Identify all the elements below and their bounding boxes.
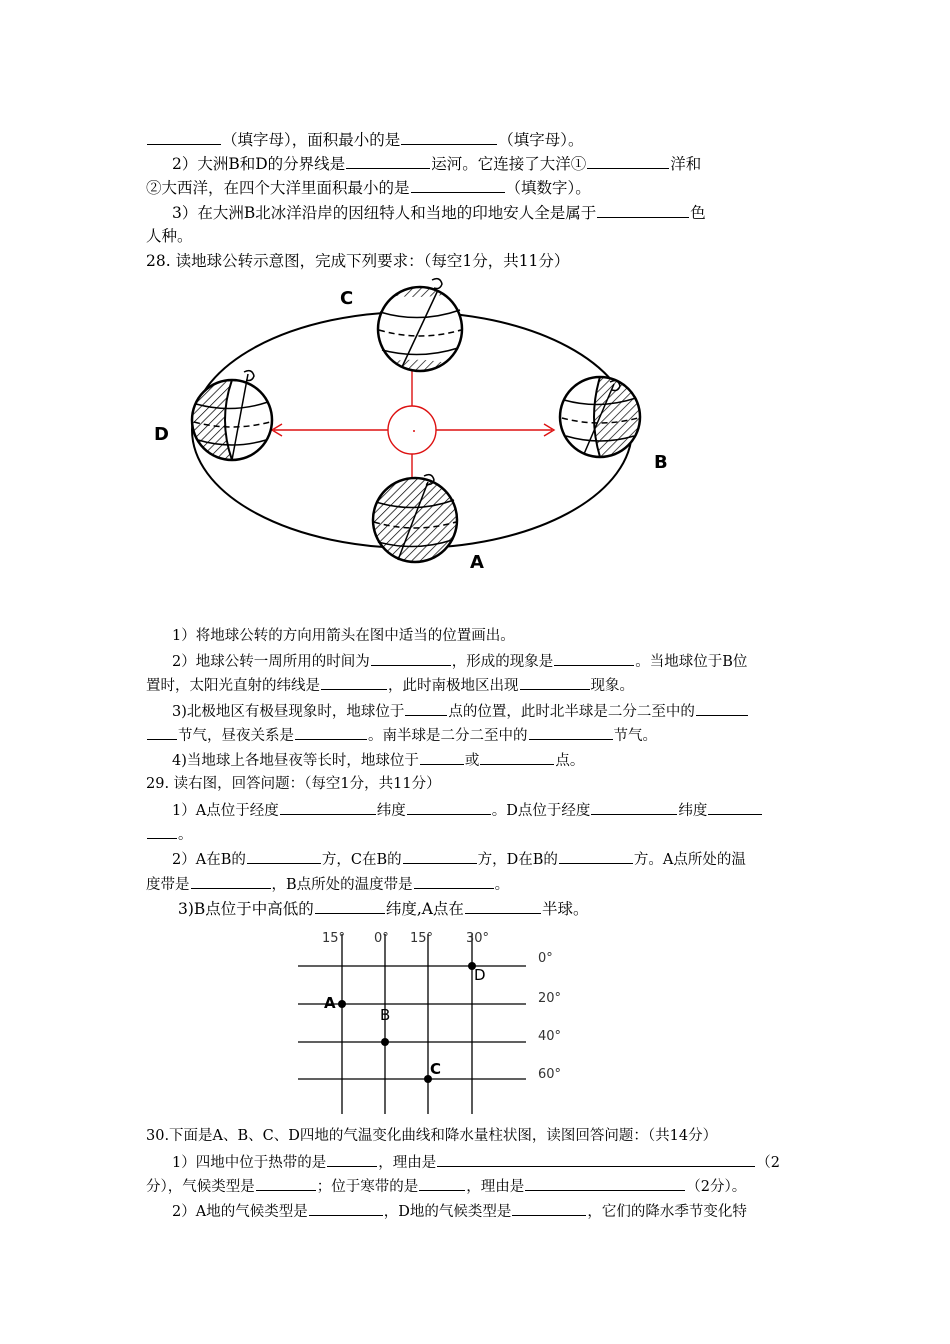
answer-blank[interactable]	[147, 821, 177, 839]
answer-blank[interactable]	[587, 151, 669, 169]
text: ，此时南极地区出现	[388, 678, 519, 694]
text: 。D点位于经度	[491, 803, 591, 819]
q30-p3	[172, 1198, 810, 1224]
label-b: B	[654, 452, 668, 473]
answer-blank[interactable]	[280, 797, 376, 815]
q27-line-1	[146, 127, 810, 152]
lat-lon-grid-figure	[290, 924, 580, 1122]
answer-blank[interactable]	[403, 846, 477, 864]
text: 。南半球是二分二至中的	[368, 728, 528, 744]
answer-blank[interactable]	[597, 200, 689, 218]
answer-blank[interactable]	[247, 846, 321, 864]
text: 节气，昼夜关系是	[178, 728, 294, 744]
earth-d	[192, 371, 272, 460]
answer-blank[interactable]	[327, 1149, 377, 1167]
text: 度带是	[146, 877, 190, 893]
text: 纬度	[376, 803, 406, 819]
text: ；位于寒带的是	[316, 1179, 419, 1195]
text: 半球。	[541, 900, 589, 918]
answer-blank[interactable]	[529, 722, 613, 740]
text: ②大西洋，在四个大洋里面积最小的是	[146, 179, 410, 197]
text: 现象。	[590, 678, 634, 694]
answer-blank[interactable]	[407, 797, 491, 815]
text: （2分）。	[686, 1179, 747, 1195]
answer-blank[interactable]	[696, 698, 748, 716]
q28-p1	[172, 624, 810, 648]
answer-blank[interactable]	[315, 896, 385, 914]
q30-title	[146, 1124, 810, 1148]
q27-line-3	[146, 175, 810, 200]
q28-p5	[146, 722, 810, 748]
answer-blank[interactable]	[371, 648, 451, 666]
point-c-label: C	[430, 1060, 442, 1078]
q29-p1	[172, 797, 810, 823]
lat-label: 0°	[538, 951, 553, 966]
answer-blank[interactable]	[512, 1198, 586, 1216]
text: 2）A地的气候类型是	[172, 1204, 308, 1220]
text: ，理由是	[466, 1179, 525, 1195]
answer-blank[interactable]	[256, 1173, 316, 1191]
text: 置时，太阳光直射的纬线是	[146, 678, 320, 694]
lat-label: 40°	[538, 1029, 562, 1044]
point-d-label: D	[474, 966, 486, 984]
text: （填字母），面积最小的是	[222, 131, 401, 149]
text: ，形成的现象是	[451, 654, 554, 670]
answer-blank[interactable]	[414, 871, 494, 889]
text: 方，C在B的	[321, 852, 402, 868]
text: （填字母）。	[498, 131, 584, 149]
answer-blank[interactable]	[559, 846, 633, 864]
text: 。	[494, 877, 510, 893]
answer-blank[interactable]	[708, 797, 762, 815]
text: 2）A在B的	[172, 852, 246, 868]
text: 2）地球公转一周所用的时间为	[172, 654, 370, 670]
text: 节气。	[613, 728, 657, 744]
text: 1）A点位于经度	[172, 803, 279, 819]
point-b-label: B	[380, 1006, 391, 1024]
text: ，理由是	[378, 1155, 437, 1171]
q28-p4	[172, 698, 810, 724]
answer-blank[interactable]	[411, 175, 505, 193]
label-c: C	[340, 288, 354, 309]
answer-blank[interactable]	[346, 151, 430, 169]
text: 3)B点位于中高低的	[178, 900, 314, 918]
text: 运河。它连接了大洋①	[431, 155, 587, 173]
answer-blank[interactable]	[295, 722, 367, 740]
text: （填数字）。	[505, 179, 591, 197]
earth-b	[560, 377, 640, 457]
text: 4)当地球上各地昼夜等长时，地球位于	[172, 753, 419, 769]
q27-line-5	[146, 224, 810, 248]
text: 洋和	[670, 155, 702, 173]
text: 1）四地中位于热带的是	[172, 1155, 327, 1171]
point-a-label: A	[324, 994, 336, 1012]
q29-p5	[178, 896, 816, 921]
label-a: A	[470, 552, 484, 573]
answer-blank[interactable]	[401, 127, 497, 145]
answer-blank[interactable]	[147, 722, 177, 740]
q29-title	[146, 772, 810, 796]
text: 点。	[555, 753, 585, 769]
text: 3）在大洲B北冰洋沿岸的因纽特人和当地的印地安人全是属于	[172, 204, 597, 222]
text: ，D地的气候类型是	[383, 1204, 512, 1220]
answer-blank[interactable]	[191, 871, 271, 889]
text: 分），气候类型是	[146, 1179, 255, 1195]
question-title: 30.下面是A、B、C、D四地的气温变化曲线和降水量柱状图，读图回答问题：（共14分）	[146, 1128, 718, 1144]
lat-label: 60°	[538, 1067, 562, 1082]
lon-label: 30°	[466, 931, 490, 946]
answer-blank[interactable]	[437, 1149, 755, 1167]
q30-p2	[146, 1173, 810, 1199]
earth-a	[373, 475, 457, 562]
point-a-marker	[338, 1000, 346, 1008]
text: 。	[178, 827, 193, 843]
text: 1）将地球公转的方向用箭头在图中适当的位置画出。	[172, 628, 515, 644]
text: 纬度	[678, 803, 708, 819]
text: 或	[464, 753, 480, 769]
question-title: 28. 读地球公转示意图，完成下列要求：（每空1分，共11分）	[146, 252, 570, 270]
lat-label: 20°	[538, 991, 562, 1006]
answer-blank[interactable]	[520, 672, 590, 690]
answer-blank[interactable]	[480, 747, 554, 765]
text: 3)北极地区有极昼现象时，地球位于	[172, 704, 405, 720]
text: ，它们的降水季节变化特	[587, 1204, 747, 1220]
question-title: 29. 读右图，回答问题：（每空1分，共11分）	[146, 776, 441, 792]
answer-blank[interactable]	[321, 672, 387, 690]
lon-label: 15°	[410, 931, 434, 946]
answer-blank[interactable]	[465, 896, 541, 914]
lon-label: 0°	[374, 931, 389, 946]
q28-p3	[146, 672, 810, 698]
answer-blank[interactable]	[525, 1173, 685, 1191]
text: 方，D在B的	[477, 852, 558, 868]
answer-blank[interactable]	[405, 698, 447, 716]
answer-blank[interactable]	[554, 648, 634, 666]
point-b-marker	[381, 1038, 389, 1046]
earth-c	[378, 279, 462, 372]
q29-p2	[146, 821, 810, 847]
answer-blank[interactable]	[420, 747, 464, 765]
q27-line-4	[172, 200, 810, 225]
text: 。当地球位于B位	[635, 654, 748, 670]
q28-p2	[172, 648, 810, 674]
q29-p3	[172, 846, 810, 872]
answer-blank[interactable]	[147, 127, 221, 145]
text: （2	[756, 1155, 780, 1171]
label-d: D	[154, 424, 169, 445]
answer-blank[interactable]	[591, 797, 677, 815]
text: 点的位置，此时北半球是二分二至中的	[448, 704, 695, 720]
answer-blank[interactable]	[309, 1198, 383, 1216]
text: 人种。	[146, 227, 193, 245]
answer-blank[interactable]	[419, 1173, 465, 1191]
text: 纬度,A点在	[385, 900, 464, 918]
earth-revolution-diagram	[140, 272, 700, 582]
q29-p4	[146, 871, 810, 897]
q30-p1	[172, 1149, 810, 1175]
text: 色	[690, 204, 706, 222]
q27-line-2	[172, 151, 810, 176]
q28-title	[146, 249, 810, 273]
lon-label: 15°	[322, 931, 346, 946]
text: ，B点所处的温度带是	[271, 877, 413, 893]
q28-p6	[172, 747, 810, 773]
sun	[388, 406, 436, 454]
text: 2）大洲B和D的分界线是	[172, 155, 346, 173]
text: 方。A点所处的温	[633, 852, 746, 868]
